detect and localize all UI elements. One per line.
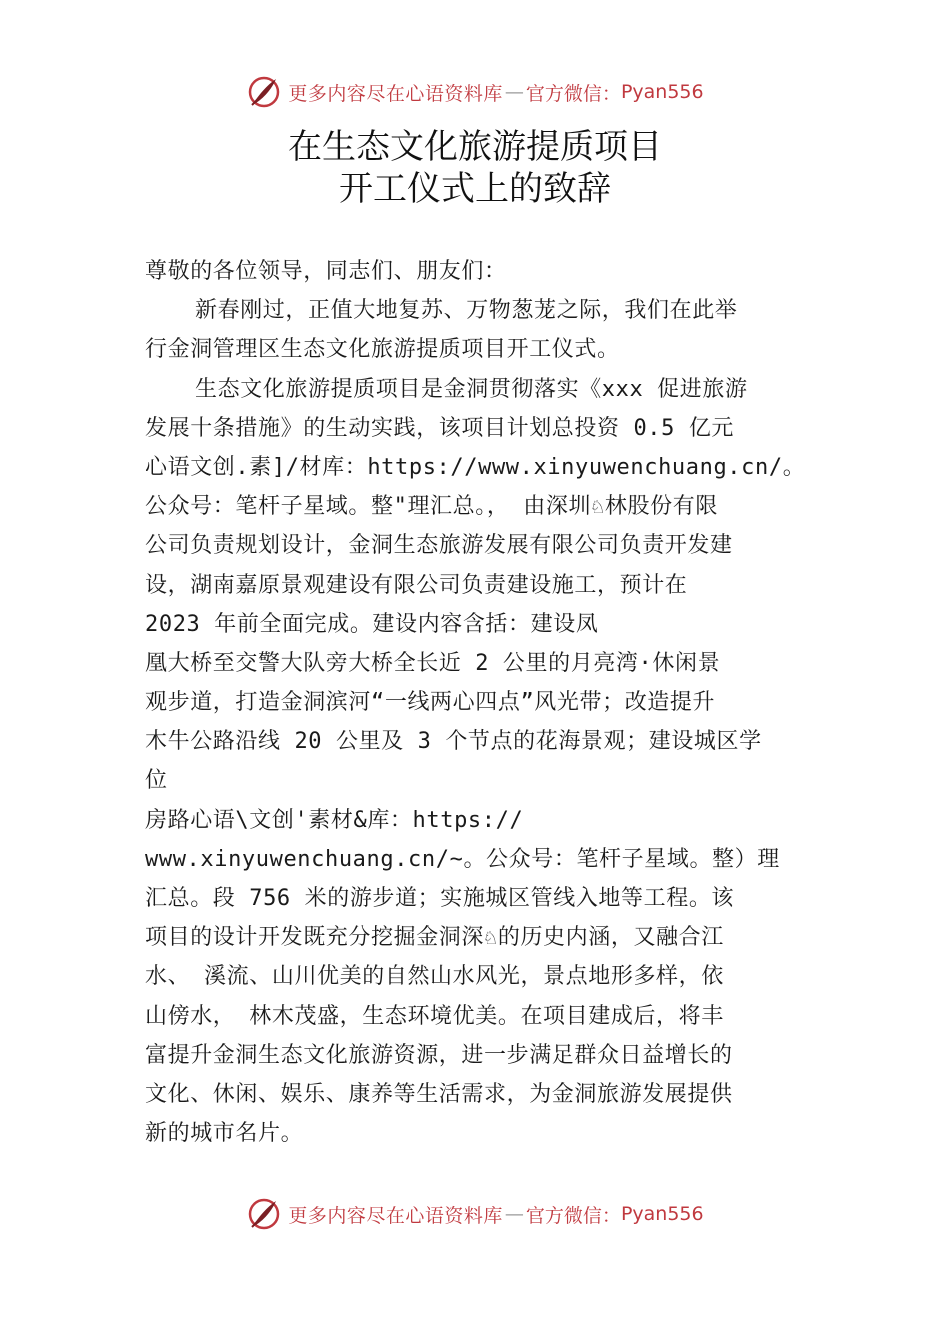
body-line: 生态文化旅游提质项目是金洞贯彻落实《xxx 促进旅游 [195, 376, 748, 402]
body-line: 项目的设计开发既充分挖掘金洞深♘的历史内涵，又融合江 [145, 925, 724, 951]
title-line-2: 开工仪式上的致辞 [339, 169, 611, 209]
body-line: 发展十条措施》的生动实践，该项目计划总投资 0.5 亿元 [145, 415, 735, 441]
body-line-salutation: 尊敬的各位领导，同志们、朋友们： [145, 259, 507, 284]
body-line: 文化、休闲、娱乐、康养等生活需求，为金洞旅游发展提供 [145, 1081, 733, 1107]
quill-logo-icon [246, 74, 282, 110]
body-line: 公司负责规划设计，金洞生态旅游发展有限公司负责开发建 [145, 533, 733, 559]
body-line: 新春刚过，正值大地复苏、万物葱茏之际，我们在此举 [195, 298, 738, 324]
banner-separator: — [504, 81, 524, 103]
body-line: 水、 溪流、山川优美的自然山水风光，景点地形多样，依 [145, 964, 724, 990]
title-line-1: 在生态文化旅游提质项目 [288, 127, 662, 167]
body-line: 新的城市名片。 [145, 1121, 304, 1147]
body-line: 观步道，打造金洞滨河“一线两心四点”风光带；改造提升 [145, 690, 716, 716]
banner-wechat-label: 官方微信： [525, 1204, 621, 1227]
body-line: 房路心语\文创'素材&库：https:// [145, 807, 524, 833]
banner-wechat-label: 官方微信： [525, 82, 621, 105]
banner-wechat-id: Pyan556 [620, 1203, 704, 1225]
body-line: 富提升金洞生态文化旅游资源，进一步满足群众日益增长的 [145, 1042, 733, 1068]
body-line: 位 [145, 768, 168, 794]
body-line: 公众号：笔杆子星域。整"理汇总。， 由深圳♘林股份有限 [145, 494, 718, 520]
body-line: 行金洞管理区生态文化旅游提质项目开工仪式。 [145, 337, 620, 363]
body-line: 凰大桥至交警大队旁大桥全长近 2 公里的月亮湾·休闲景 [145, 650, 721, 676]
header-banner [0, 72, 950, 112]
header-banner-content [246, 74, 703, 110]
body-line: 山傍水， 林木茂盛，生态环境优美。在项目建成后，将丰 [145, 1003, 724, 1029]
footer-banner [0, 1194, 950, 1234]
body-line: 汇总。段 756 米的游步道；实施城区管线入地等工程。该 [145, 886, 735, 911]
footer-banner-content [246, 1196, 703, 1232]
banner-library-text: 更多内容尽在心语资料库 [288, 82, 503, 105]
document-title [0, 126, 950, 210]
quill-logo-icon [246, 1196, 282, 1232]
body-line: 木牛公路沿线 20 公里及 3 个节点的花海景观；建设城区学 [145, 729, 762, 755]
body-line: 2023 年前全面完成。建设内容含括：建设凤 [145, 611, 599, 637]
body-line: www.xinyuwenchuang.cn/~。公众号：笔杆子星域。整）理 [145, 846, 780, 872]
document-body [145, 252, 815, 1153]
body-line: 设，湖南嘉原景观建设有限公司负责建设施工，预计在 [145, 572, 688, 598]
banner-separator: — [504, 1203, 524, 1225]
body-line: 心语文创.素]/材库：https://www.xinyuwenchuang.cn/。 [145, 454, 806, 480]
banner-library-text: 更多内容尽在心语资料库 [288, 1204, 503, 1227]
banner-wechat-id: Pyan556 [620, 81, 704, 103]
